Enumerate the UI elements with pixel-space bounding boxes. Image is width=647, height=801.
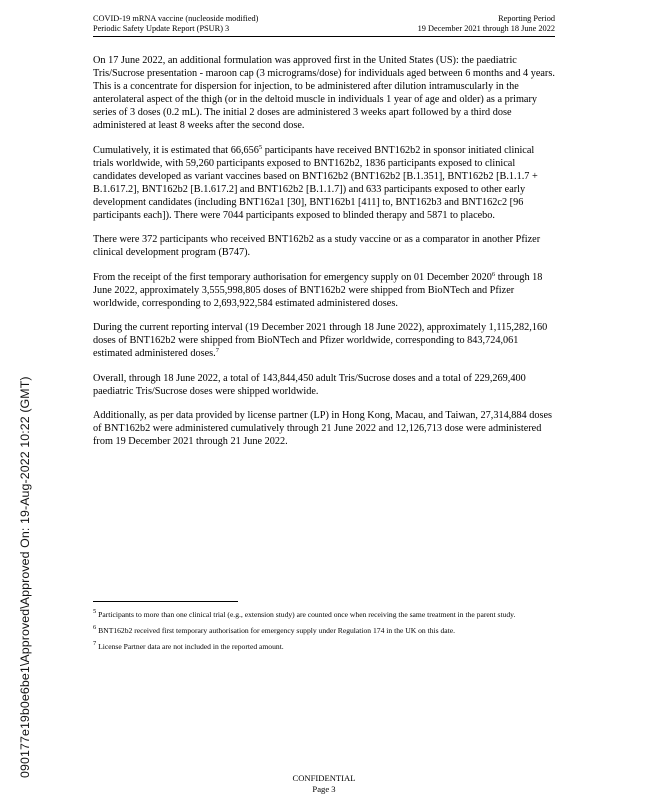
approval-stamp [0, 0, 34, 801]
paragraph-new-formulation: On 17 June 2022, an additional formulation was approved first in the United States (US): the paediatric Tris/Sucrose presentation - maroon cap (3 micrograms/dose) for individuals aged between 6 months and 4 years. This is a concentrate for dispersion for injection, to be administered after dilution intramuscularly in the anterolateral aspect of the thigh (or in the deltoid muscle in individuals 1 year of age and older) as a primary series of 3 doses (0.2 mL). The initial 2 doses are administered 3 weeks apart followed by a third dose administered at least 8 weeks after the second dose. [93, 55, 555, 131]
paragraph-tris-sucrose: Overall, through 18 June 2022, a total of 143,844,450 adult Tris/Sucrose doses and a total of 229,269,400 paediatric Tris/Sucrose doses were shipped worldwide. [93, 372, 526, 397]
paragraph-interval-shipments-text: During the current reporting interval (19 December 2021 through 18 June 2022), approximately 1,115,282,160 doses of BNT162b2 were shipped from BioNTech and Pfizer worldwide, corresponding to 843,724,061 estimated administered doses. [93, 322, 548, 359]
confidential-label: CONFIDENTIAL [292, 773, 356, 783]
paragraph-license-partner: Additionally, as per data provided by license partner (LP) in Hong Kong, Macau, and Taiwan, 27,314,884 doses of BNT162b2 were administered cumulatively through 21 June 2022 and 12,126,713 dose were administered from 19 December 2021 through 21 June 2022. [93, 410, 553, 447]
header-product: COVID-19 mRNA vaccine (nucleoside modified) [93, 14, 259, 23]
footnote-ref-7: 7 [215, 347, 219, 354]
paragraph-cumulative-shipments-text-b: through 18 June 2022, approximately 3,555,998,805 doses of BNT162b2 were shipped from BioNTech and Pfizer worldwide, corresponding to 2,693,922,584 estimated administered doses. [93, 271, 543, 309]
document-body [93, 54, 555, 460]
footnote-5-text: Participants to more than one clinical trial (e.g., extension study) are counted once when receiving the same treatment in the parent study. [96, 610, 516, 619]
header-divider [93, 36, 555, 37]
header-report-title: Periodic Safety Update Report (PSUR) 3 [93, 24, 230, 33]
page-header [93, 14, 555, 34]
footnotes [93, 610, 555, 658]
footnote-7-mark: 7 [93, 640, 97, 647]
paragraph-comparator: There were 372 participants who received BNT162b2 as a study vaccine or as a comparator in another Pfizer clinical development program (B747). [93, 234, 541, 258]
footnote-ref-6: 6 [491, 270, 496, 278]
paragraph-interval-shipments [93, 321, 555, 360]
footnote-ref-5: 5 [258, 143, 263, 151]
footnote-6 [93, 626, 555, 636]
header-period-range: 19 December 2021 through 18 June 2022 [417, 24, 555, 33]
footnote-7 [93, 642, 555, 652]
footnote-6-text: BNT162b2 received first temporary authorisation for emergency supply under Regulation 174 in the UK on this date. [96, 626, 456, 635]
paragraph-cumulative-shipments [93, 271, 555, 310]
footnote-7-text: License Partner data are not included in the reported amount. [96, 642, 284, 651]
paragraph-clinical-exposure [93, 144, 555, 222]
page-number: Page 3 [312, 784, 336, 794]
header-row-1 [93, 14, 555, 24]
header-period-label: Reporting Period [498, 14, 555, 23]
footnote-6-mark: 6 [93, 624, 97, 631]
header-row-2 [93, 24, 555, 34]
footnote-divider [93, 601, 238, 602]
approval-stamp-text: 090177e19b0e6be1\Approved\Approved On: 19-Aug-2022 10:22 (GMT) [18, 376, 32, 778]
paragraph-cumulative-shipments-text-a: From the receipt of the first temporary authorisation for emergency supply on 01 December 2020 [93, 271, 492, 283]
page-footer [93, 773, 555, 795]
document-page [93, 0, 555, 801]
paragraph-clinical-exposure-text-b: participants have received BNT162b2 in sponsor initiated clinical trials worldwide, with 59,260 participants exposed to BNT162b2, 1836 participants exposed to clinical candidates developed as variant vaccines based on BNT162b2 (BNT162b2 [B.1.351], BNT162b2 [B.1.1.7 + B.1.617.2], BNT162b2 [B.1.617.2] and BNT162b2 [B.1.1.7]) and 633 participants exposed to other early development candidates (including BNT162a1 [30], BNT162b1 [411] to, BNT162b3 and BNT162c2 [96 participants each]). There were 7044 participants exposed to blinded therapy and 5871 to placebo. [93, 144, 538, 221]
footnote-5-mark: 5 [93, 608, 97, 615]
paragraph-clinical-exposure-text-a: Cumulatively, it is estimated that 66,656 [93, 144, 259, 156]
footnote-5 [93, 610, 555, 620]
